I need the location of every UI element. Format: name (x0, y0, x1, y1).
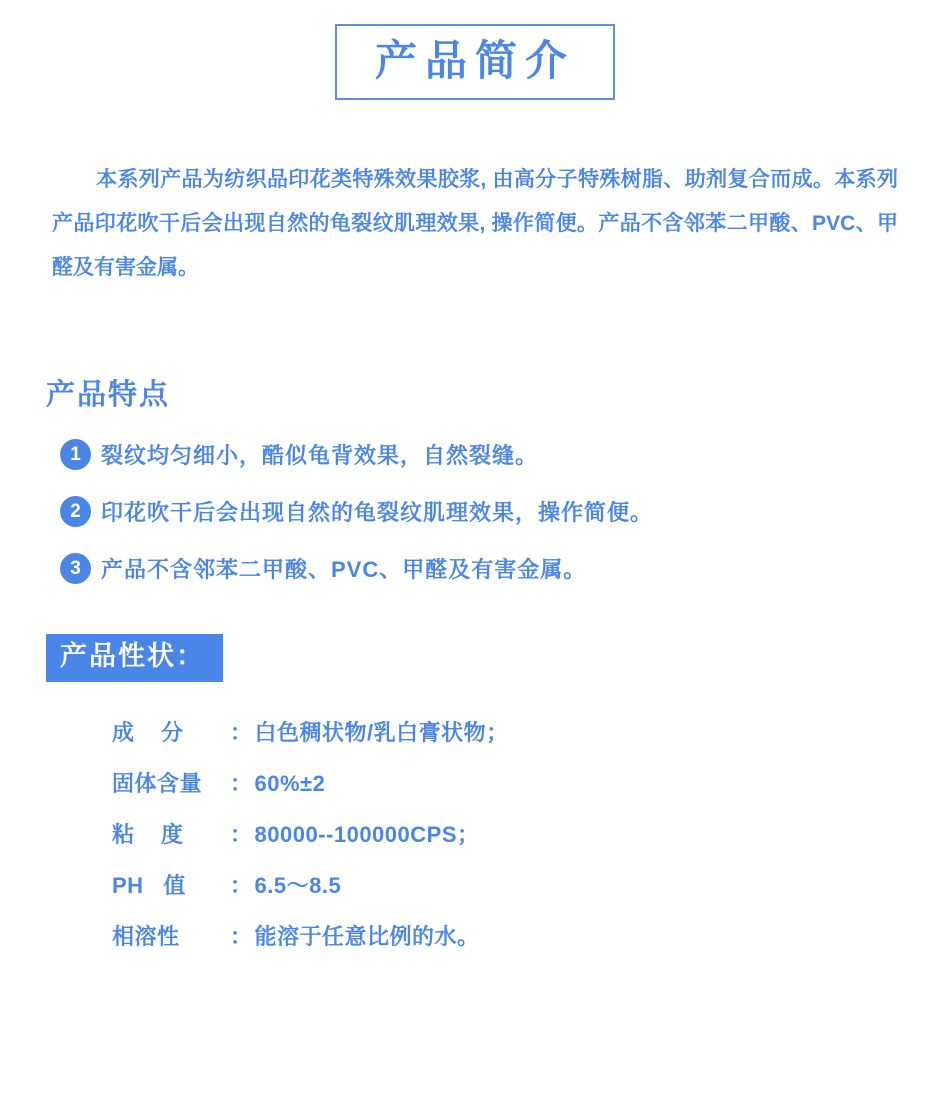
property-separator: ： (230, 719, 253, 745)
number-badge-icon: 3 (60, 553, 91, 584)
property-label: 固体含量 (112, 770, 203, 796)
features-heading: 产品特点 (46, 379, 171, 411)
number-badge-icon: 1 (60, 439, 91, 470)
property-value: 60%±2 (254, 770, 326, 796)
intro-paragraph: 本系列产品为纺织品印花类特殊效果胶浆, 由高分子特殊树脂、助剂复合而成。本系列产品印花吹干后会出现自然的龟裂纹肌理效果, 操作简便。产品不含邻苯二甲酸、PVC、甲醛及有害金属。 (52, 168, 898, 279)
property-value: 能溶于任意比例的水。 (254, 923, 480, 949)
property-label: 成 分 (112, 719, 184, 745)
properties-list (112, 716, 950, 951)
property-separator: ： (230, 872, 253, 898)
table-row (112, 767, 950, 798)
list-item (60, 439, 950, 470)
property-separator: ： (230, 923, 253, 949)
property-value: 80000--100000CPS； (254, 821, 480, 847)
property-value: 白色稠状物/乳白膏状物； (254, 719, 509, 745)
properties-heading: 产品性状： (46, 634, 223, 682)
table-row (112, 716, 950, 747)
list-item (60, 496, 950, 527)
property-label: 相溶性 (112, 923, 180, 949)
title-box (335, 24, 615, 100)
table-row (112, 869, 950, 900)
feature-text: 裂纹均匀细小，酷似龟背效果，自然裂缝。 (101, 443, 539, 468)
table-row (112, 920, 950, 951)
table-row (112, 818, 950, 849)
property-separator: ： (230, 821, 253, 847)
title-section (0, 0, 950, 100)
features-list (60, 439, 950, 584)
property-separator: ： (230, 770, 253, 796)
list-item (60, 553, 950, 584)
property-value: 6.5～8.5 (254, 872, 342, 898)
page-title: 产品简介 (374, 37, 575, 84)
property-label: PH 值 (112, 872, 186, 898)
property-label: 粘 度 (112, 821, 184, 847)
feature-text: 产品不含邻苯二甲酸、PVC、甲醛及有害金属。 (101, 557, 587, 582)
number-badge-icon: 2 (60, 496, 91, 527)
feature-text: 印花吹干后会出现自然的龟裂纹肌理效果，操作简便。 (101, 500, 654, 525)
